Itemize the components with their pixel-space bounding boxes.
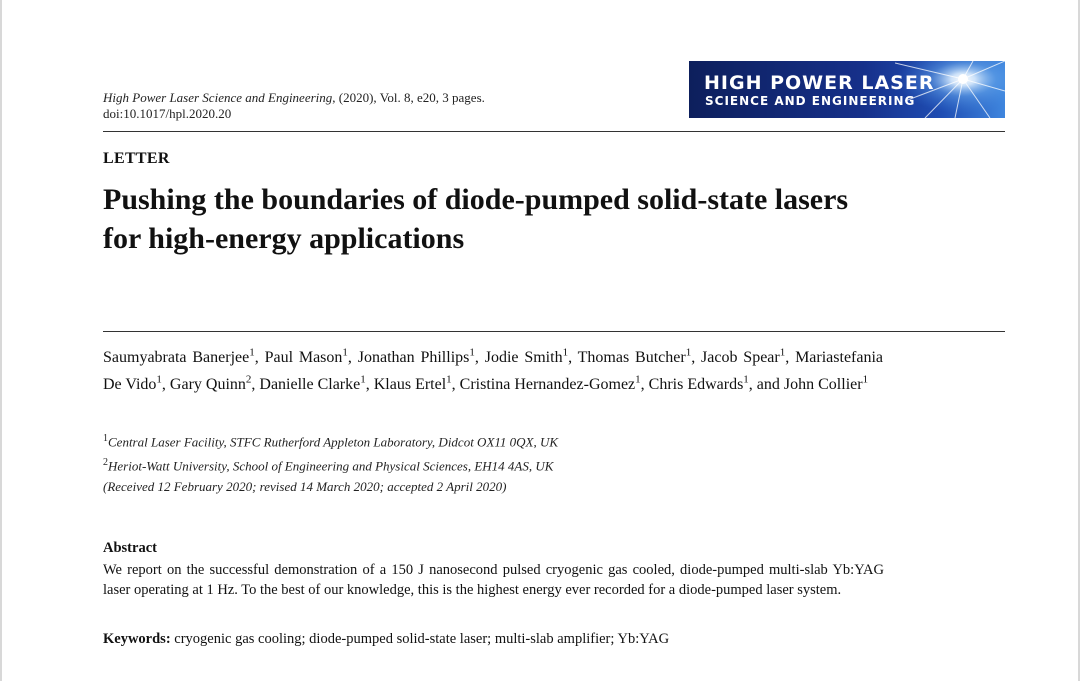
author <box>577 346 692 366</box>
author-affiliation-mark: 1 <box>469 346 475 359</box>
author <box>484 346 569 366</box>
author-affiliation-mark: 1 <box>360 373 366 386</box>
author-name: Mariastefania De Vido <box>103 349 884 393</box>
affiliation-text: Heriot-Watt University, School of Engineering and Physical Sciences, EH14 4AS, UK <box>108 458 554 474</box>
affiliation-1 <box>103 433 558 450</box>
abstract-heading: Abstract <box>103 540 157 556</box>
author-affiliation-mark: 1 <box>249 346 255 359</box>
author <box>169 373 252 393</box>
author <box>783 373 869 393</box>
journal-citation <box>103 90 485 122</box>
keywords <box>103 631 669 648</box>
journal-logo <box>689 61 1005 118</box>
logo-title: HIGH POWER LASER <box>704 72 935 94</box>
author-name: Danielle Clarke <box>259 375 361 393</box>
author <box>459 373 641 393</box>
keywords-label: Keywords: <box>103 631 171 647</box>
author <box>264 346 348 366</box>
author-name: Jodie Smith <box>484 349 563 366</box>
author-name: Saumyabrata Banerjee <box>103 349 250 366</box>
author <box>259 373 366 393</box>
affiliation-mark: 1 <box>103 433 108 444</box>
author-affiliation-mark: 1 <box>342 346 348 359</box>
author-name: Jacob Spear <box>701 349 780 366</box>
author-name: Gary Quinn <box>169 375 246 393</box>
author-name: Paul Mason <box>264 349 343 366</box>
affiliation-mark: 2 <box>103 457 108 468</box>
journal-name: High Power Laser Science and Engineering <box>103 90 333 105</box>
author-name: John Collier <box>783 375 863 393</box>
keywords-list: cryogenic gas cooling; diode-pumped solid-state laser; multi-slab amplifier; Yb:YAG <box>174 631 670 647</box>
author-affiliation-mark: 1 <box>562 346 569 359</box>
page-edge-left <box>0 0 2 681</box>
author <box>373 373 452 393</box>
submission-dates: (Received 12 February 2020; revised 14 March 2020; accepted 2 April 2020) <box>103 479 507 494</box>
author-join: and <box>756 375 780 393</box>
title-divider <box>103 331 1005 332</box>
author <box>357 346 475 366</box>
citation-details: , (2020), Vol. 8, e20, 3 pages. <box>332 90 485 105</box>
author <box>103 346 255 366</box>
author <box>701 346 786 366</box>
article-type: LETTER <box>103 150 170 167</box>
author-affiliation-mark: 1 <box>446 373 452 386</box>
abstract-text: We report on the successful demonstration of a 150 J nanosecond pulsed cryogenic gas cooled, diode-pumped multi-slab Yb:YAG laser operating at 1 Hz. To the best of our knowledge, this is the highest energy ever recorded for a diode-pumped laser system. <box>103 562 884 598</box>
author-affiliation-mark: 1 <box>635 373 641 386</box>
author-name: Chris Edwards <box>648 375 744 393</box>
article-title: Pushing the boundaries of diode-pumped solid-state lasers for high-energy applications <box>103 183 849 255</box>
author <box>648 373 749 393</box>
affiliation-text: Central Laser Facility, STFC Rutherford Appleton Laboratory, Didcot OX11 0QX, UK <box>108 434 559 450</box>
author-name: Klaus Ertel <box>373 375 447 393</box>
author-affiliation-mark: 1 <box>685 346 692 359</box>
author-affiliation-mark: 2 <box>245 373 252 386</box>
logo-subtitle: SCIENCE AND ENGINEERING <box>705 94 916 108</box>
author-affiliation-mark: 1 <box>156 373 162 386</box>
author-list: Saumyabrata Banerjee$^1$, Paul Mason$^1$, Jonathan Phillips$^1$, Jodie Smith$^1$, Thomas Butcher$^1$, Jacob Spear$^1$, Mariastefania De Vido$^1$, Gary Quinn$^2$, Danielle Clarke$^1$, Klaus Ertel$^1$, Cristina Hernandez-Gomez$^1$, Chris Edwards$^1$, and John Collier$^1$ <box>103 346 884 393</box>
author-name: Cristina Hernandez-Gomez <box>459 375 636 393</box>
doi: doi:10.1017/hpl.2020.20 <box>103 106 232 121</box>
header-divider <box>103 131 1005 132</box>
author-affiliation-mark: 1 <box>779 346 786 359</box>
author-name: Thomas Butcher <box>577 349 686 366</box>
author-affiliation-mark: 1 <box>862 373 869 386</box>
affiliation-2 <box>103 457 553 474</box>
citation-line <box>103 90 485 106</box>
author-name: Jonathan Phillips <box>357 349 470 366</box>
author-affiliation-mark: 1 <box>743 373 749 386</box>
